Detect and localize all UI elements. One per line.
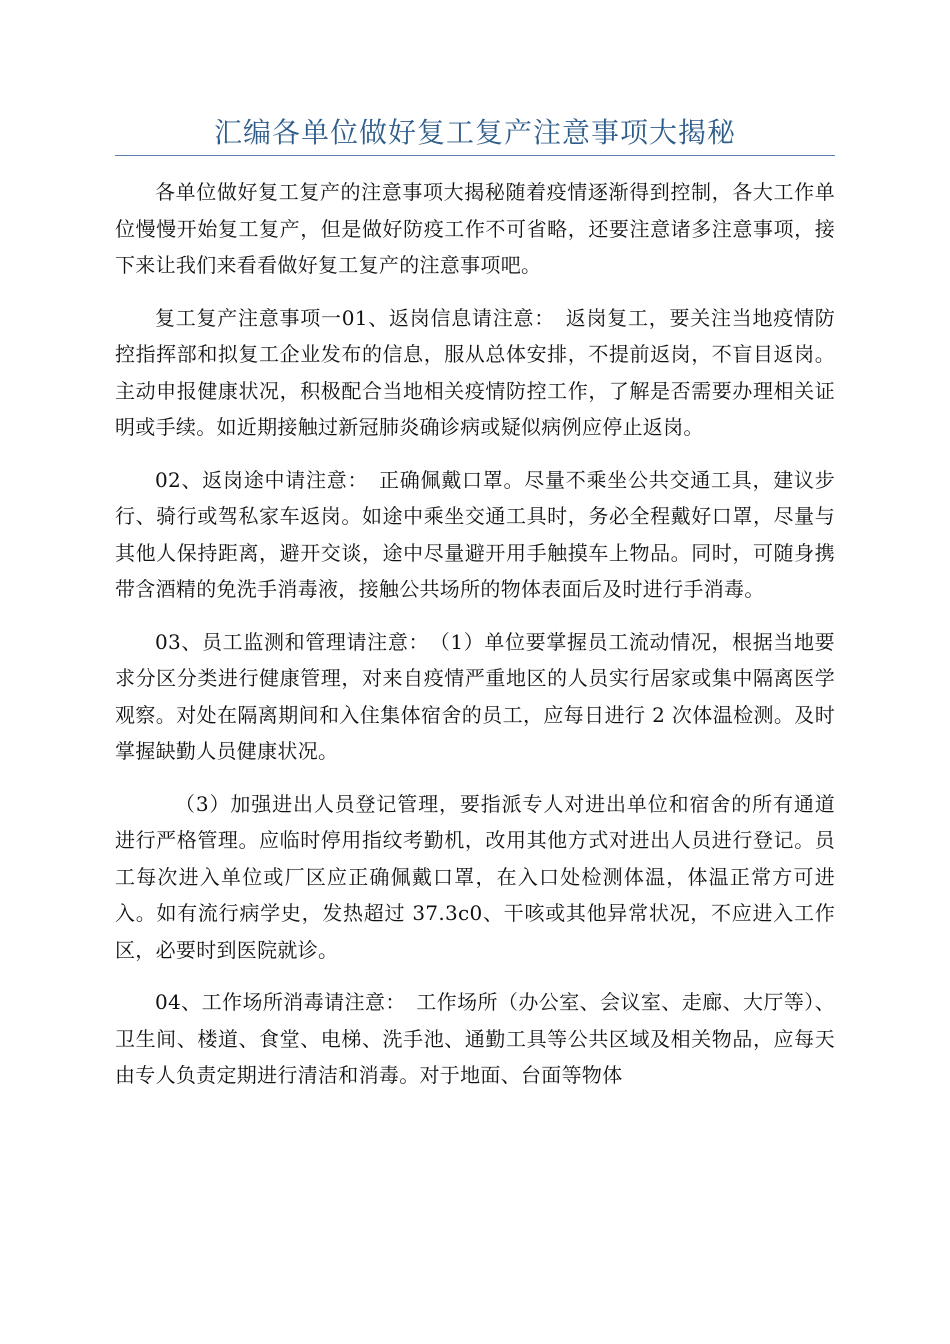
paragraph-entry-registration: （3）加强进出人员登记管理，要指派专人对进出单位和宿舍的所有通道进行严格管理。应临时停用指纹考勤机，改用其他方式对进出人员进行登记。员工每次进入单位或厂区应正确佩戴口罩，在入口处检测体温，体温正常方可进入。如有流行病学史，发热超过 37.3c0、干咳或其他异常状况，不应进入工作区，必要时到医院就诊。 bbox=[115, 791, 835, 962]
paragraph-return-info: 复工复产注意事项一01、返岗信息请注意： 返岗复工，要关注当地疫情防控指挥部和拟复工企业发布的信息，服从总体安排，不提前返岗，不盲目返岗。主动申报健康状况，积极配合当地相关疫情防控工作，了解是否需要办理相关证明或手续。如近期接触过新冠肺炎确诊病或疑似病例应停止返岗。 bbox=[115, 305, 835, 439]
title-underline bbox=[115, 155, 835, 156]
paragraph-staff-monitoring: 03、员工监测和管理请注意： （1）单位要掌握员工流动情况，根据当地要求分区分类进行健康管理，对来自疫情严重地区的人员实行居家或集中隔离医学观察。对处在隔离期间和入住集体宿舍的员工，应每日进行 2 次体温检测。及时掌握缺勤人员健康状况。 bbox=[115, 629, 835, 763]
paragraph-disinfection: 04、工作场所消毒请注意： 工作场所（办公室、会议室、走廊、大厅等）、卫生间、楼道、食堂、电梯、洗手池、通勤工具等公共区域及相关物品，应每天由专人负责定期进行清洁和消毒。对于地面、台面等物体 bbox=[115, 990, 835, 1087]
document-body bbox=[115, 174, 835, 1110]
paragraph-commute: 02、返岗途中请注意： 正确佩戴口罩。尽量不乘坐公共交通工具，建议步行、骑行或驾私家车返岗。如途中乘坐交通工具时，务必全程戴好口罩，尽量与其他人保持距离，避开交谈，途中尽量避开用手触摸车上物品。同时，可随身携带含酒精的免洗手消毒液，接触公共场所的物体表面后及时进行手消毒。 bbox=[115, 467, 835, 601]
document-title: 汇编各单位做好复工复产注意事项大揭秘 bbox=[213, 116, 736, 149]
paragraph-intro: 各单位做好复工复产的注意事项大揭秘随着疫情逐渐得到控制，各大工作单位慢慢开始复工复产，但是做好防疫工作不可省略，还要注意诸多注意事项，接下来让我们来看看做好复工复产的注意事项吧。 bbox=[115, 180, 835, 277]
